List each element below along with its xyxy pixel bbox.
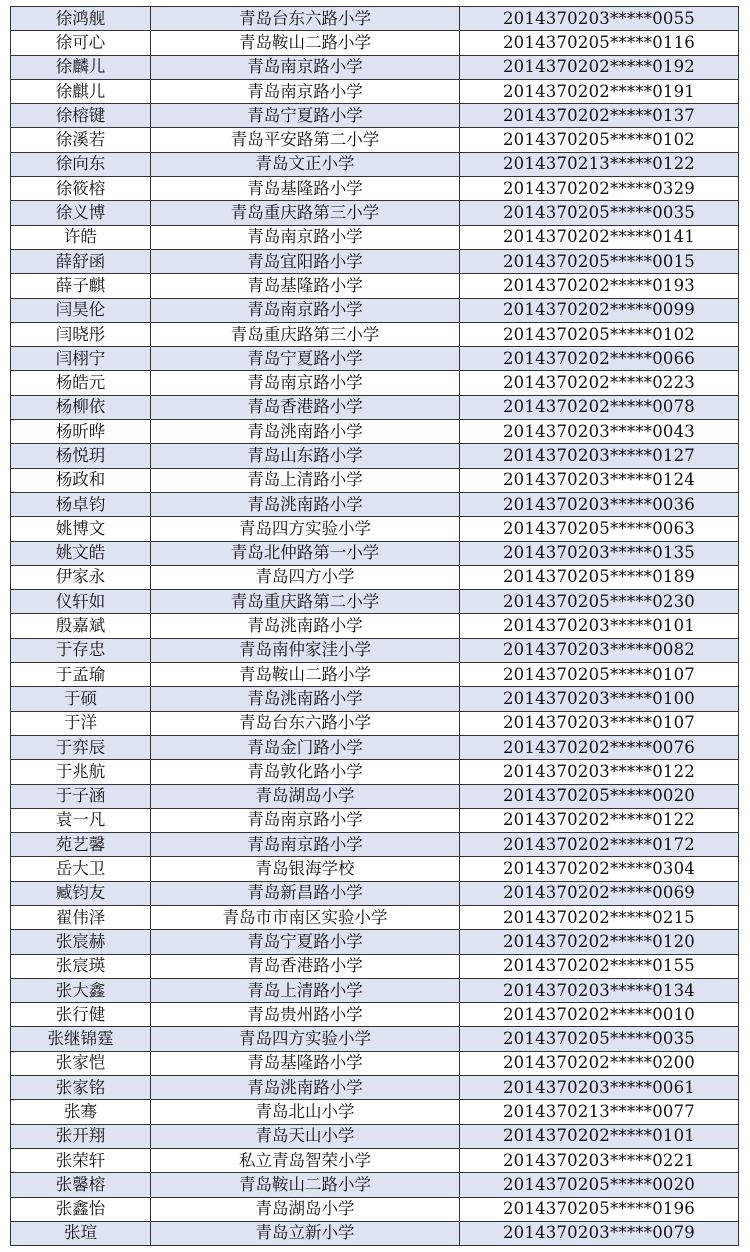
student-name-cell: 张宸赫 [11, 930, 151, 954]
table-row [11, 201, 739, 225]
school-name-cell: 青岛四方实验小学 [151, 1027, 460, 1051]
student-id-cell: 2014370202*****0191 [460, 79, 739, 103]
table-row [11, 274, 739, 298]
student-name-cell: 张家恺 [11, 1051, 151, 1075]
school-name-cell: 青岛四方小学 [151, 565, 460, 589]
student-name-cell: 袁一凡 [11, 808, 151, 832]
student-id-cell: 2014370203*****0135 [460, 541, 739, 565]
student-id-cell: 2014370203*****0100 [460, 687, 739, 711]
student-id-cell: 2014370202*****0200 [460, 1051, 739, 1075]
student-name-cell: 闫昊伦 [11, 298, 151, 322]
table-row [11, 711, 739, 735]
school-name-cell: 青岛南仲家洼小学 [151, 638, 460, 662]
student-name-cell: 许皓 [11, 225, 151, 249]
table-row [11, 541, 739, 565]
school-name-cell: 青岛重庆路第三小学 [151, 201, 460, 225]
table-row [11, 1197, 739, 1221]
student-name-cell: 徐可心 [11, 31, 151, 55]
student-name-cell: 岳大卫 [11, 857, 151, 881]
school-name-cell: 青岛南京路小学 [151, 225, 460, 249]
student-name-cell: 于子涵 [11, 784, 151, 808]
student-id-cell: 2014370205*****0015 [460, 249, 739, 273]
student-id-cell: 2014370202*****0010 [460, 1003, 739, 1027]
student-name-cell: 张荣轩 [11, 1148, 151, 1172]
table-row [11, 687, 739, 711]
student-id-cell: 2014370202*****0193 [460, 274, 739, 298]
table-row [11, 249, 739, 273]
school-name-cell: 青岛台东六路小学 [151, 7, 460, 31]
table-row [11, 322, 739, 346]
school-name-cell: 青岛重庆路第二小学 [151, 590, 460, 614]
student-id-cell: 2014370203*****0101 [460, 614, 739, 638]
student-id-cell: 2014370202*****0101 [460, 1124, 739, 1148]
school-name-cell: 青岛上清路小学 [151, 978, 460, 1002]
student-name-cell: 张瑄 [11, 1221, 151, 1245]
school-name-cell: 青岛鞍山二路小学 [151, 31, 460, 55]
school-name-cell: 青岛南京路小学 [151, 55, 460, 79]
student-id-cell: 2014370205*****0116 [460, 31, 739, 55]
school-name-cell: 青岛山东路小学 [151, 444, 460, 468]
table-row [11, 298, 739, 322]
school-name-cell: 青岛鞍山二路小学 [151, 663, 460, 687]
student-id-cell: 2014370202*****0329 [460, 177, 739, 201]
student-name-cell: 于硕 [11, 687, 151, 711]
table-row [11, 347, 739, 371]
student-id-cell: 2014370205*****0196 [460, 1197, 739, 1221]
school-name-cell: 青岛宁夏路小学 [151, 930, 460, 954]
school-name-cell: 青岛基隆路小学 [151, 1051, 460, 1075]
roster-table-body [11, 7, 739, 1246]
school-name-cell: 青岛北山小学 [151, 1100, 460, 1124]
student-name-cell: 杨昕晔 [11, 420, 151, 444]
student-name-cell: 杨柳依 [11, 395, 151, 419]
table-row [11, 55, 739, 79]
table-row [11, 371, 739, 395]
school-name-cell: 青岛上清路小学 [151, 468, 460, 492]
table-row [11, 225, 739, 249]
table-row [11, 614, 739, 638]
student-id-cell: 2014370202*****0192 [460, 55, 739, 79]
student-name-cell: 于存忠 [11, 638, 151, 662]
table-row [11, 1124, 739, 1148]
student-name-cell: 于洋 [11, 711, 151, 735]
table-row [11, 565, 739, 589]
table-row [11, 1173, 739, 1197]
student-name-cell: 杨卓钧 [11, 492, 151, 516]
student-name-cell: 徐向东 [11, 152, 151, 176]
school-name-cell: 青岛北仲路第一小学 [151, 541, 460, 565]
student-name-cell: 于弈辰 [11, 735, 151, 759]
table-row [11, 638, 739, 662]
school-name-cell: 青岛金门路小学 [151, 735, 460, 759]
school-name-cell: 青岛南京路小学 [151, 79, 460, 103]
table-row [11, 79, 739, 103]
student-id-cell: 2014370203*****0127 [460, 444, 739, 468]
table-row [11, 104, 739, 128]
school-name-cell: 青岛平安路第二小学 [151, 128, 460, 152]
student-name-cell: 薛舒函 [11, 249, 151, 273]
table-row [11, 1221, 739, 1245]
table-row [11, 930, 739, 954]
school-name-cell: 青岛市市南区实验小学 [151, 905, 460, 929]
table-row [11, 177, 739, 201]
student-id-cell: 2014370203*****0061 [460, 1076, 739, 1100]
table-row [11, 954, 739, 978]
student-id-cell: 2014370203*****0221 [460, 1148, 739, 1172]
student-id-cell: 2014370202*****0223 [460, 371, 739, 395]
table-row [11, 978, 739, 1002]
school-name-cell: 青岛南京路小学 [151, 298, 460, 322]
student-id-cell: 2014370202*****0078 [460, 395, 739, 419]
school-name-cell: 青岛湖岛小学 [151, 1197, 460, 1221]
school-name-cell: 青岛洮南路小学 [151, 492, 460, 516]
student-name-cell: 张家铭 [11, 1076, 151, 1100]
student-id-cell: 2014370202*****0137 [460, 104, 739, 128]
school-name-cell: 青岛洮南路小学 [151, 1076, 460, 1100]
student-name-cell: 张大鑫 [11, 978, 151, 1002]
student-id-cell: 2014370203*****0124 [460, 468, 739, 492]
student-id-cell: 2014370203*****0134 [460, 978, 739, 1002]
student-name-cell: 张开翔 [11, 1124, 151, 1148]
student-name-cell: 翟伟泽 [11, 905, 151, 929]
student-name-cell: 闫栩宁 [11, 347, 151, 371]
student-id-cell: 2014370202*****0076 [460, 735, 739, 759]
school-name-cell: 青岛天山小学 [151, 1124, 460, 1148]
school-name-cell: 青岛银海学校 [151, 857, 460, 881]
school-name-cell: 私立青岛智荣小学 [151, 1148, 460, 1172]
student-name-cell: 张宸瑛 [11, 954, 151, 978]
student-id-cell: 2014370203*****0036 [460, 492, 739, 516]
student-name-cell: 于孟瑜 [11, 663, 151, 687]
student-id-cell: 2014370205*****0063 [460, 517, 739, 541]
school-name-cell: 青岛宜阳路小学 [151, 249, 460, 273]
table-row [11, 808, 739, 832]
student-id-cell: 2014370202*****0155 [460, 954, 739, 978]
school-name-cell: 青岛重庆路第三小学 [151, 322, 460, 346]
school-name-cell: 青岛洮南路小学 [151, 420, 460, 444]
student-name-cell: 张继锦霆 [11, 1027, 151, 1051]
student-name-cell: 徐麒儿 [11, 79, 151, 103]
table-row [11, 905, 739, 929]
student-id-cell: 2014370205*****0107 [460, 663, 739, 687]
table-row [11, 663, 739, 687]
student-id-cell: 2014370202*****0122 [460, 808, 739, 832]
table-row [11, 1027, 739, 1051]
student-id-cell: 2014370205*****0035 [460, 201, 739, 225]
table-row [11, 833, 739, 857]
student-id-cell: 2014370202*****0069 [460, 881, 739, 905]
student-id-cell: 2014370205*****0035 [460, 1027, 739, 1051]
student-name-cell: 杨政和 [11, 468, 151, 492]
table-row [11, 1100, 739, 1124]
student-name-cell: 张馨榕 [11, 1173, 151, 1197]
student-name-cell: 伊家永 [11, 565, 151, 589]
student-name-cell: 张鑫怡 [11, 1197, 151, 1221]
student-id-cell: 2014370213*****0122 [460, 152, 739, 176]
school-name-cell: 青岛贵州路小学 [151, 1003, 460, 1027]
table-row [11, 444, 739, 468]
school-name-cell: 青岛文正小学 [151, 152, 460, 176]
student-id-cell: 2014370203*****0043 [460, 420, 739, 444]
student-id-cell: 2014370213*****0077 [460, 1100, 739, 1124]
student-name-cell: 徐麟儿 [11, 55, 151, 79]
school-name-cell: 青岛香港路小学 [151, 954, 460, 978]
student-name-cell: 于兆航 [11, 760, 151, 784]
student-name-cell: 徐榕键 [11, 104, 151, 128]
table-row [11, 590, 739, 614]
school-name-cell: 青岛敦化路小学 [151, 760, 460, 784]
table-row [11, 1003, 739, 1027]
student-id-cell: 2014370202*****0215 [460, 905, 739, 929]
table-row [11, 468, 739, 492]
table-row [11, 420, 739, 444]
school-name-cell: 青岛湖岛小学 [151, 784, 460, 808]
student-id-cell: 2014370202*****0172 [460, 833, 739, 857]
student-name-cell: 臧钧友 [11, 881, 151, 905]
table-row [11, 1051, 739, 1075]
student-name-cell: 薛子麒 [11, 274, 151, 298]
student-roster-table [10, 6, 739, 1246]
student-id-cell: 2014370205*****0189 [460, 565, 739, 589]
school-name-cell: 青岛南京路小学 [151, 808, 460, 832]
school-name-cell: 青岛南京路小学 [151, 833, 460, 857]
student-name-cell: 姚博文 [11, 517, 151, 541]
student-id-cell: 2014370202*****0066 [460, 347, 739, 371]
table-row [11, 1076, 739, 1100]
student-id-cell: 2014370205*****0020 [460, 784, 739, 808]
student-name-cell: 杨皓元 [11, 371, 151, 395]
student-name-cell: 张骞 [11, 1100, 151, 1124]
student-name-cell: 徐鸿舰 [11, 7, 151, 31]
table-row [11, 517, 739, 541]
student-id-cell: 2014370205*****0102 [460, 322, 739, 346]
table-row [11, 492, 739, 516]
school-name-cell: 青岛基隆路小学 [151, 177, 460, 201]
student-name-cell: 苑艺馨 [11, 833, 151, 857]
student-id-cell: 2014370203*****0055 [460, 7, 739, 31]
student-id-cell: 2014370203*****0122 [460, 760, 739, 784]
table-row [11, 1148, 739, 1172]
student-id-cell: 2014370203*****0082 [460, 638, 739, 662]
table-row [11, 128, 739, 152]
school-name-cell: 青岛南京路小学 [151, 371, 460, 395]
student-id-cell: 2014370205*****0020 [460, 1173, 739, 1197]
student-name-cell: 闫晓彤 [11, 322, 151, 346]
student-name-cell: 杨悦玥 [11, 444, 151, 468]
school-name-cell: 青岛香港路小学 [151, 395, 460, 419]
student-id-cell: 2014370202*****0304 [460, 857, 739, 881]
school-name-cell: 青岛基隆路小学 [151, 274, 460, 298]
student-name-cell: 殷嘉斌 [11, 614, 151, 638]
student-id-cell: 2014370202*****0099 [460, 298, 739, 322]
student-name-cell: 徐筱榕 [11, 177, 151, 201]
school-name-cell: 青岛宁夏路小学 [151, 347, 460, 371]
student-name-cell: 张行健 [11, 1003, 151, 1027]
table-row [11, 31, 739, 55]
table-row [11, 7, 739, 31]
school-name-cell: 青岛新昌路小学 [151, 881, 460, 905]
student-id-cell: 2014370202*****0120 [460, 930, 739, 954]
student-id-cell: 2014370205*****0230 [460, 590, 739, 614]
table-row [11, 152, 739, 176]
student-id-cell: 2014370203*****0107 [460, 711, 739, 735]
table-row [11, 735, 739, 759]
student-name-cell: 姚文皓 [11, 541, 151, 565]
student-name-cell: 仪轩如 [11, 590, 151, 614]
school-name-cell: 青岛宁夏路小学 [151, 104, 460, 128]
school-name-cell: 青岛鞍山二路小学 [151, 1173, 460, 1197]
student-name-cell: 徐溪若 [11, 128, 151, 152]
table-row [11, 881, 739, 905]
roster-sheet [10, 6, 738, 1248]
school-name-cell: 青岛台东六路小学 [151, 711, 460, 735]
table-row [11, 857, 739, 881]
student-name-cell: 徐义博 [11, 201, 151, 225]
school-name-cell: 青岛洮南路小学 [151, 687, 460, 711]
school-name-cell: 青岛洮南路小学 [151, 614, 460, 638]
student-id-cell: 2014370205*****0102 [460, 128, 739, 152]
school-name-cell: 青岛四方实验小学 [151, 517, 460, 541]
student-id-cell: 2014370203*****0079 [460, 1221, 739, 1245]
student-id-cell: 2014370202*****0141 [460, 225, 739, 249]
table-row [11, 760, 739, 784]
table-row [11, 784, 739, 808]
table-row [11, 395, 739, 419]
school-name-cell: 青岛立新小学 [151, 1221, 460, 1245]
